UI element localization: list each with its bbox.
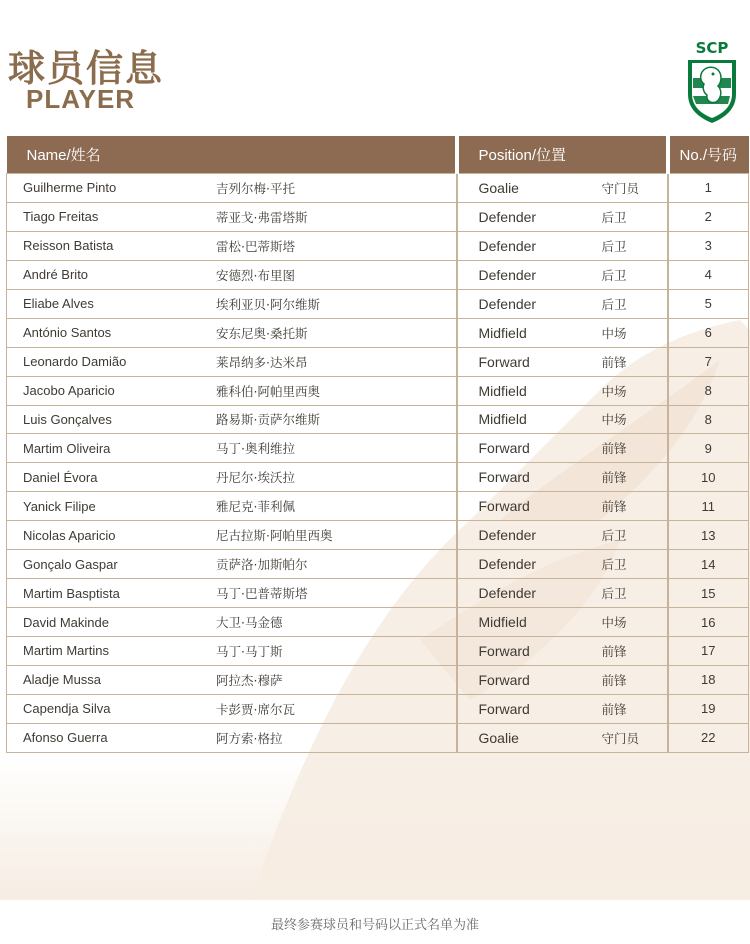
name-cell: [7, 521, 457, 550]
number-cell: 14: [668, 550, 749, 579]
number-cell: 1: [668, 174, 749, 203]
position-cell: [457, 174, 668, 203]
position-cell: [457, 608, 668, 637]
position-cell: [457, 231, 668, 260]
number-cell: 19: [668, 694, 749, 723]
position-cell: [457, 289, 668, 318]
player-name-cn: 蒂亚戈·弗雷塔斯: [216, 209, 308, 225]
position-cell: [457, 376, 668, 405]
club-logo: [680, 38, 744, 124]
table-row: [7, 260, 749, 289]
player-name-en: Jacobo Aparicio: [23, 383, 115, 399]
table-row: [7, 202, 749, 231]
position-cell: [457, 434, 668, 463]
name-cell: [7, 723, 457, 752]
table-row: [7, 694, 749, 723]
position-cn: 守门员: [601, 180, 640, 196]
name-cell: [7, 434, 457, 463]
name-cell: [7, 694, 457, 723]
player-name-en: Luis Gonçalves: [23, 411, 112, 427]
player-name-en: Martim Basptista: [23, 585, 120, 601]
page-title: 球员信息: [8, 47, 164, 90]
player-name-en: Eliabe Alves: [23, 296, 94, 312]
player-name-cn: 卡彭贾·席尔瓦: [216, 701, 295, 717]
position-cn: 中场: [601, 412, 627, 428]
position-cn: 中场: [601, 325, 627, 341]
player-name-en: Aladje Mussa: [23, 672, 102, 688]
table-row: [7, 405, 749, 434]
name-cell: [7, 202, 457, 231]
player-name-en: André Brito: [23, 267, 89, 283]
player-name-en: Martim Martins: [23, 643, 109, 659]
player-name-en: António Santos: [23, 325, 112, 341]
position-en: Forward: [478, 642, 530, 659]
table-row: [7, 637, 749, 666]
position-cell: [457, 694, 668, 723]
player-name-en: David Makinde: [23, 614, 109, 630]
position-en: Defender: [478, 266, 537, 283]
position-en: Midfield: [478, 324, 527, 341]
player-name-cn: 路易斯·贡萨尔维斯: [216, 412, 320, 428]
table-row: [7, 521, 749, 550]
number-cell: 15: [668, 579, 749, 608]
position-cell: [457, 318, 668, 347]
player-name-cn: 尼古拉斯·阿帕里西奥: [216, 528, 333, 544]
position-cn: 中场: [601, 383, 627, 399]
page-subtitle: PLAYER: [26, 84, 136, 114]
position-cell: [457, 260, 668, 289]
position-en: Forward: [478, 671, 530, 688]
position-cell: [457, 463, 668, 492]
position-cn: 前锋: [601, 643, 627, 659]
position-cn: 前锋: [601, 470, 627, 486]
position-en: Forward: [478, 440, 530, 457]
player-name-cn: 大卫·马金德: [216, 615, 283, 631]
name-cell: [7, 405, 457, 434]
position-cn: 后卫: [601, 296, 627, 312]
position-en: Defender: [478, 585, 537, 602]
table-row: [7, 608, 749, 637]
table-row: [7, 463, 749, 492]
number-cell: 8: [668, 405, 749, 434]
player-name-en: Martim Oliveira: [23, 440, 111, 456]
position-en: Midfield: [478, 411, 527, 428]
position-cell: [457, 665, 668, 694]
number-cell: 9: [668, 434, 749, 463]
header-position-label: Position/位置: [478, 147, 567, 164]
position-en: Defender: [478, 295, 537, 312]
position-en: Defender: [478, 527, 537, 544]
position-en: Midfield: [478, 614, 527, 631]
player-name-cn: 雅科伯·阿帕里西奥: [216, 383, 320, 399]
player-name-cn: 莱昂纳多·达米昂: [216, 354, 308, 370]
position-cn: 后卫: [601, 267, 627, 283]
name-cell: [7, 347, 457, 376]
name-cell: [7, 174, 457, 203]
name-cell: [7, 637, 457, 666]
position-cn: 前锋: [601, 701, 627, 717]
position-cell: [457, 492, 668, 521]
player-name-en: Capendja Silva: [23, 701, 111, 717]
header-number: [668, 136, 749, 174]
player-name-cn: 马丁·奥利维拉: [216, 441, 295, 457]
header-name-label: Name/姓名: [26, 147, 101, 164]
number-cell: 17: [668, 637, 749, 666]
position-cn: 前锋: [601, 499, 627, 515]
player-name-cn: 阿方索·格拉: [216, 730, 283, 746]
position-cell: [457, 637, 668, 666]
name-cell: [7, 231, 457, 260]
position-en: Forward: [478, 498, 530, 515]
number-cell: 22: [668, 723, 749, 752]
table-row: [7, 231, 749, 260]
position-cn: 前锋: [601, 354, 627, 370]
position-cell: [457, 521, 668, 550]
player-name-en: Guilherme Pinto: [23, 180, 117, 196]
player-name-en: Leonardo Damião: [23, 354, 127, 370]
player-name-cn: 丹尼尔·埃沃拉: [216, 470, 295, 486]
player-name-en: Afonso Guerra: [23, 730, 108, 746]
table-row: [7, 434, 749, 463]
player-name-cn: 阿拉杰·穆萨: [216, 672, 283, 688]
position-cell: [457, 405, 668, 434]
position-en: Forward: [478, 353, 530, 370]
header-name: [7, 136, 457, 174]
position-cell: [457, 579, 668, 608]
position-en: Defender: [478, 237, 537, 254]
player-table: [6, 136, 749, 753]
player-name-cn: 吉列尔梅·平托: [216, 180, 295, 196]
name-cell: [7, 550, 457, 579]
table-row: [7, 174, 749, 203]
position-cell: [457, 550, 668, 579]
name-cell: [7, 376, 457, 405]
player-name-en: Daniel Évora: [23, 469, 98, 485]
player-name-cn: 安东尼奥·桑托斯: [216, 325, 308, 341]
name-cell: [7, 289, 457, 318]
table-row: [7, 550, 749, 579]
number-cell: 16: [668, 608, 749, 637]
position-cn: 后卫: [601, 238, 627, 254]
name-cell: [7, 665, 457, 694]
table-row: [7, 347, 749, 376]
number-cell: 10: [668, 463, 749, 492]
position-en: Goalie: [478, 729, 519, 746]
name-cell: [7, 260, 457, 289]
player-name-cn: 马丁·马丁斯: [216, 643, 283, 659]
player-name-cn: 马丁·巴普蒂斯塔: [216, 586, 308, 602]
position-cn: 守门员: [601, 730, 640, 746]
player-name-cn: 安德烈·布里图: [216, 267, 295, 283]
footer-note: 最终参赛球员和号码以正式名单为准: [270, 918, 479, 933]
position-cn: 后卫: [601, 209, 627, 225]
name-cell: [7, 318, 457, 347]
position-cell: [457, 723, 668, 752]
player-name-cn: 贡萨洛·加斯帕尔: [216, 557, 308, 573]
table-row: [7, 376, 749, 405]
number-cell: 11: [668, 492, 749, 521]
number-cell: 6: [668, 318, 749, 347]
number-cell: 13: [668, 521, 749, 550]
position-cn: 前锋: [601, 441, 627, 457]
position-en: Goalie: [478, 179, 519, 196]
position-cn: 中场: [601, 615, 627, 631]
position-en: Defender: [478, 556, 537, 573]
position-en: Forward: [478, 469, 530, 486]
player-name-en: Yanick Filipe: [23, 498, 96, 514]
number-cell: 5: [668, 289, 749, 318]
position-en: Forward: [478, 700, 530, 717]
position-cn: 后卫: [601, 586, 627, 602]
table-header-row: [7, 136, 749, 174]
table-row: [7, 665, 749, 694]
header-position: [457, 136, 668, 174]
position-cell: [457, 202, 668, 231]
position-cn: 前锋: [601, 672, 627, 688]
table-row: [7, 492, 749, 521]
number-cell: 8: [668, 376, 749, 405]
player-name-en: Nicolas Aparicio: [23, 527, 116, 543]
position-cn: 后卫: [601, 557, 627, 573]
name-cell: [7, 463, 457, 492]
player-name-en: Gonçalo Gaspar: [23, 556, 118, 572]
table-row: [7, 579, 749, 608]
name-cell: [7, 492, 457, 521]
table-row: [7, 723, 749, 752]
player-name-en: Tiago Freitas: [23, 209, 99, 225]
header-number-label: No./号码: [679, 147, 738, 164]
name-cell: [7, 608, 457, 637]
position-en: Midfield: [478, 382, 527, 399]
position-en: Defender: [478, 208, 537, 225]
player-name-cn: 雅尼克·菲利佩: [216, 499, 295, 515]
svg-text:SCP: SCP: [695, 39, 729, 57]
name-cell: [7, 579, 457, 608]
number-cell: 3: [668, 231, 749, 260]
player-name-cn: 雷松·巴蒂斯塔: [216, 238, 295, 254]
player-name-en: Reisson Batista: [23, 238, 114, 254]
table-row: [7, 318, 749, 347]
number-cell: 2: [668, 202, 749, 231]
table-row: [7, 289, 749, 318]
number-cell: 4: [668, 260, 749, 289]
player-name-cn: 埃利亚贝·阿尔维斯: [216, 296, 320, 312]
number-cell: 18: [668, 665, 749, 694]
number-cell: 7: [668, 347, 749, 376]
position-cell: [457, 347, 668, 376]
position-cn: 后卫: [601, 528, 627, 544]
